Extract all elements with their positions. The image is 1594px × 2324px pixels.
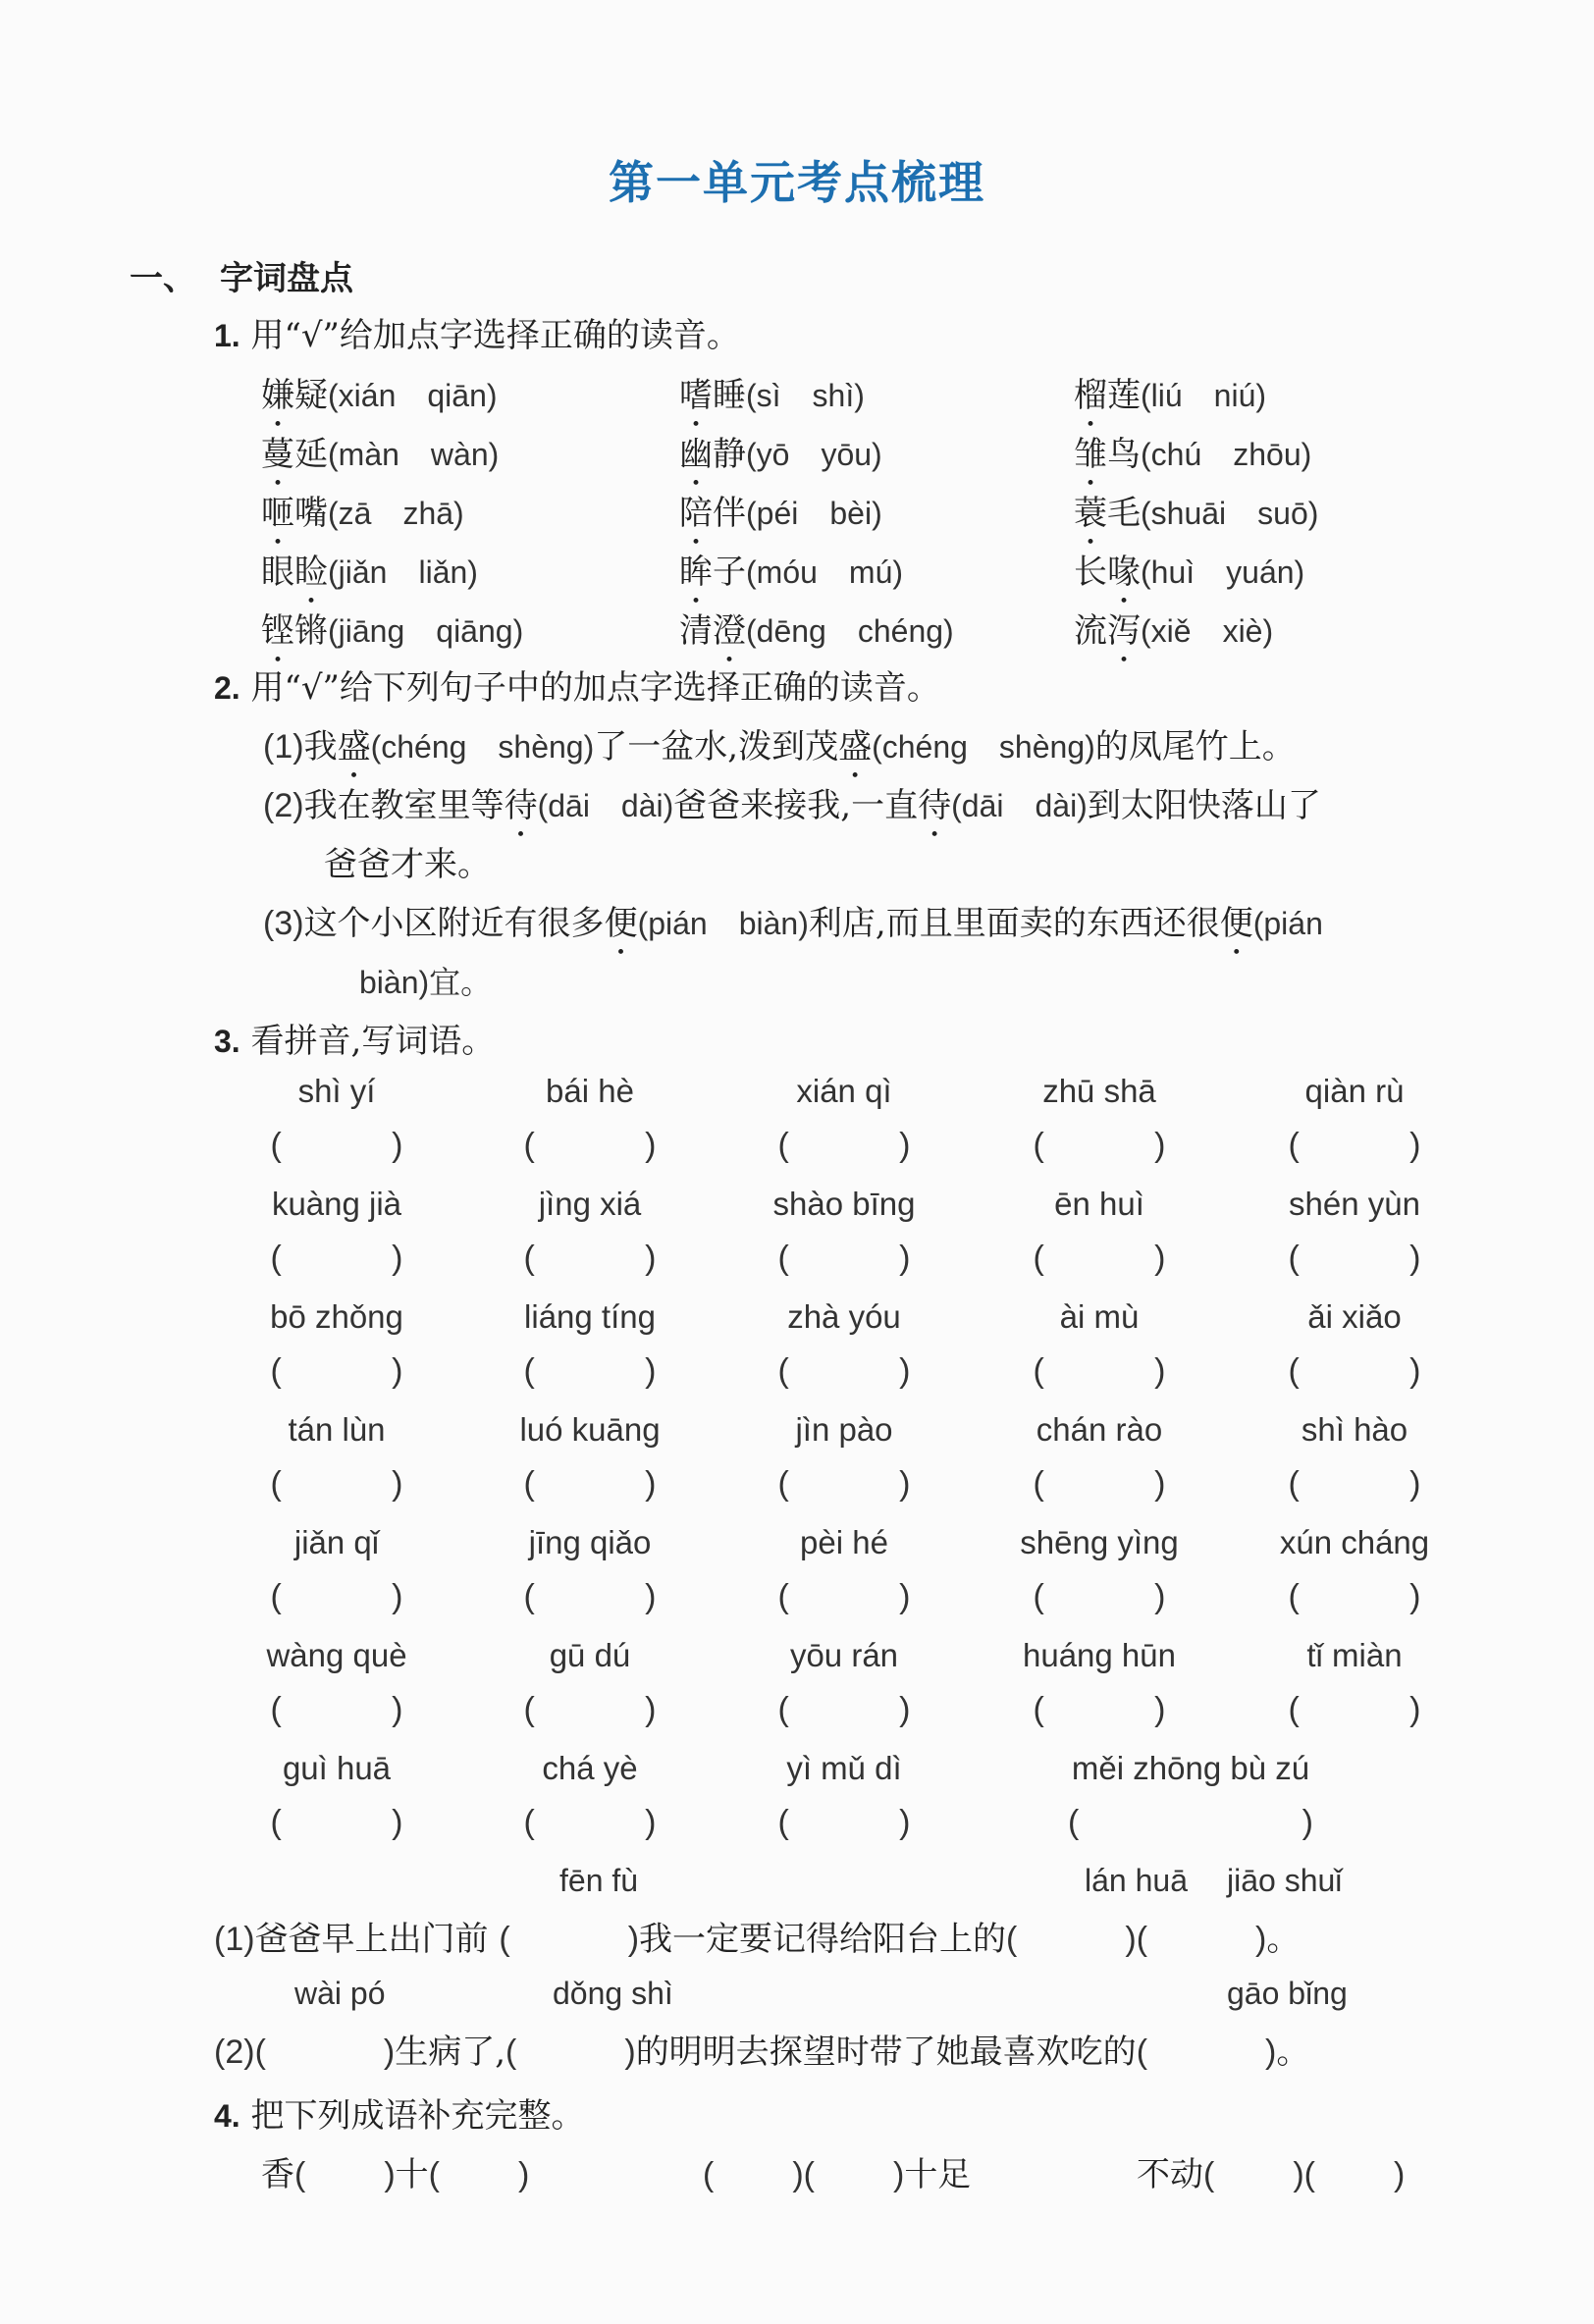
answer-blank[interactable]: ( ) bbox=[777, 1465, 911, 1503]
pinyin-label: wàng què bbox=[266, 1637, 407, 1673]
word-char: 流 bbox=[1074, 611, 1107, 651]
pinyin-options[interactable]: (jiǎn liǎn) bbox=[328, 555, 478, 590]
q1-word-item bbox=[679, 545, 903, 611]
question-number: 2. bbox=[214, 670, 240, 706]
pinyin-label: chá yè bbox=[542, 1750, 638, 1786]
dotted-char: 澄 bbox=[713, 611, 746, 651]
pinyin-label: yì mǔ dì bbox=[786, 1750, 902, 1786]
word-char: 清 bbox=[679, 611, 713, 651]
pinyin-options[interactable]: (liú niú) bbox=[1141, 378, 1267, 413]
word-char: 子 bbox=[713, 553, 746, 592]
pinyin-label: qiàn rù bbox=[1304, 1073, 1405, 1109]
answer-blank[interactable]: ( ) bbox=[270, 1127, 403, 1164]
dotted-char: 盛 bbox=[838, 727, 873, 766]
dotted-char: 泻 bbox=[1107, 611, 1141, 651]
dotted-char: 便 bbox=[604, 904, 638, 943]
fill1-pinyin-2: lán huā bbox=[1085, 1863, 1188, 1898]
pinyin-label: jīng qiǎo bbox=[528, 1524, 652, 1560]
question-4 bbox=[214, 2088, 585, 2137]
pinyin-label: jìng xiá bbox=[538, 1186, 642, 1222]
dotted-char: 铿 bbox=[261, 611, 294, 651]
q1-word-item bbox=[679, 368, 865, 435]
question-text: 用“√”给下列句子中的加点字选择正确的读音。 bbox=[250, 668, 940, 708]
pinyin-options[interactable]: (yō yōu) bbox=[746, 437, 882, 472]
dotted-char: 咂 bbox=[261, 494, 294, 533]
answer-blank[interactable]: ( ) bbox=[777, 1578, 911, 1615]
pinyin-label: shì yí bbox=[297, 1073, 376, 1109]
question-text: 把下列成语补充完整。 bbox=[250, 2096, 585, 2136]
word-char: 长 bbox=[1074, 553, 1107, 592]
question-2 bbox=[214, 660, 940, 709]
pinyin-label: shēng yìng bbox=[1020, 1524, 1179, 1560]
answer-blank[interactable]: ( ) bbox=[1303, 2156, 1406, 2193]
answer-blank[interactable]: ( ) bbox=[523, 1352, 657, 1390]
word-char: 睡 bbox=[713, 376, 746, 415]
answer-blank[interactable]: ( ) bbox=[270, 1691, 403, 1728]
answer-blank[interactable]: ( ) bbox=[294, 2156, 396, 2193]
dotted-char: 蔓 bbox=[261, 435, 294, 474]
q2-sentence-3-continued: biàn)宜。 bbox=[359, 965, 493, 1000]
q1-word-item bbox=[1074, 545, 1304, 611]
answer-blank[interactable]: ( ) bbox=[1033, 1240, 1166, 1277]
pinyin-label: liáng tíng bbox=[524, 1298, 656, 1335]
q1-word-item bbox=[679, 427, 882, 494]
dotted-char: 待 bbox=[918, 786, 952, 825]
pinyin-label: kuàng jià bbox=[271, 1186, 402, 1222]
pinyin-label: bái hè bbox=[546, 1073, 634, 1109]
answer-blank[interactable]: ( ) bbox=[428, 2156, 530, 2193]
pinyin-label: luó kuāng bbox=[519, 1411, 661, 1448]
answer-blank[interactable]: ( ) bbox=[523, 1240, 657, 1277]
dotted-char: 待 bbox=[504, 786, 538, 825]
q1-word-item bbox=[1074, 486, 1318, 553]
question-3 bbox=[214, 1014, 495, 1062]
answer-blank[interactable]: ( ) bbox=[1288, 1240, 1421, 1277]
q1-word-item bbox=[1074, 604, 1273, 670]
pinyin-options[interactable]: (xián qiān) bbox=[328, 378, 498, 413]
pinyin-label: měi zhōng bù zú bbox=[1071, 1750, 1310, 1786]
q1-word-item bbox=[261, 427, 499, 494]
pinyin-options[interactable]: (chéng shèng) bbox=[872, 729, 1095, 765]
pinyin-label: pèi hé bbox=[800, 1524, 888, 1560]
answer-blank[interactable]: ( ) bbox=[270, 1465, 403, 1503]
q1-word-item bbox=[261, 368, 498, 435]
pinyin-label: ǎi xiǎo bbox=[1307, 1298, 1402, 1335]
answer-blank[interactable]: ( ) bbox=[1136, 1921, 1267, 1958]
answer-blank[interactable]: ( ) bbox=[777, 1127, 911, 1164]
dotted-char: 嫌 bbox=[261, 376, 294, 415]
question-text: 用“√”给加点字选择正确的读音。 bbox=[250, 316, 740, 355]
section-heading bbox=[130, 251, 353, 299]
answer-blank[interactable]: ( ) bbox=[1006, 1921, 1137, 1958]
dotted-char: 雏 bbox=[1074, 435, 1107, 474]
word-char: 伴 bbox=[713, 494, 746, 533]
word-char: 毛 bbox=[1107, 494, 1141, 533]
word-char: 静 bbox=[713, 435, 746, 474]
answer-blank[interactable]: ( ) bbox=[254, 2034, 396, 2071]
section-label: 字词盘点 bbox=[220, 259, 353, 298]
answer-blank[interactable]: ( ) bbox=[270, 1240, 403, 1277]
answer-blank[interactable]: ( ) bbox=[270, 1352, 403, 1390]
pinyin-label: shào bīng bbox=[772, 1186, 916, 1222]
pinyin-label: jìn pào bbox=[795, 1411, 893, 1448]
pinyin-options[interactable]: (pián bbox=[1252, 906, 1323, 941]
pinyin-label: ēn huì bbox=[1054, 1186, 1144, 1222]
idiom-1: 香( )十( ) bbox=[261, 2155, 530, 2194]
answer-blank[interactable]: ( ) bbox=[1033, 1578, 1166, 1615]
fill1-pinyin-1: fēn fù bbox=[559, 1863, 639, 1898]
pinyin-options[interactable]: (dāi dài) bbox=[951, 788, 1088, 823]
answer-blank[interactable]: ( ) bbox=[1203, 2156, 1304, 2193]
pinyin-label: zhà yóu bbox=[787, 1298, 901, 1335]
pinyin-options[interactable]: (huì yuán) bbox=[1141, 555, 1305, 590]
q1-word-item bbox=[261, 545, 478, 611]
pinyin-label: shì hào bbox=[1301, 1411, 1408, 1448]
pinyin-label: guì huā bbox=[282, 1750, 392, 1786]
question-number: 4. bbox=[214, 2098, 240, 2134]
answer-blank[interactable]: ( ) bbox=[803, 2156, 905, 2193]
pinyin-label: tǐ miàn bbox=[1306, 1637, 1403, 1673]
word-char: 延 bbox=[294, 435, 328, 474]
question-1 bbox=[214, 308, 740, 356]
answer-blank[interactable]: ( ) bbox=[270, 1578, 403, 1615]
q1-word-item bbox=[1074, 368, 1266, 435]
q2-sentence-2-continued: 爸爸才来。 bbox=[324, 845, 491, 884]
dotted-char: 蓑 bbox=[1074, 494, 1107, 533]
answer-blank[interactable]: ( ) bbox=[1033, 1127, 1166, 1164]
pinyin-label: chán rào bbox=[1036, 1411, 1163, 1448]
answer-blank[interactable]: ( ) bbox=[1033, 1465, 1166, 1503]
question-number: 3. bbox=[214, 1024, 240, 1059]
dotted-char: 便 bbox=[1219, 904, 1253, 943]
answer-blank[interactable]: ( ) bbox=[505, 2034, 636, 2071]
answer-blank[interactable]: ( ) bbox=[523, 1465, 657, 1503]
idiom-3: 不动( )( ) bbox=[1137, 2155, 1406, 2194]
fill1-pinyin-3: jiāo shuǐ bbox=[1227, 1863, 1343, 1898]
word-char: 眼 bbox=[261, 553, 294, 592]
word-char: 鸟 bbox=[1107, 435, 1141, 474]
answer-blank[interactable]: ( ) bbox=[703, 2156, 804, 2193]
pinyin-label: gū dú bbox=[549, 1637, 631, 1673]
fill2-pinyin-3: gāo bǐng bbox=[1227, 1976, 1348, 2011]
word-char: 疑 bbox=[294, 376, 328, 415]
pinyin-options[interactable]: (péi bèi) bbox=[746, 496, 882, 531]
pinyin-label: ài mù bbox=[1059, 1298, 1140, 1335]
answer-blank[interactable]: ( ) bbox=[523, 1804, 657, 1841]
fill2-pinyin-2: dǒng shì bbox=[553, 1976, 673, 2011]
answer-blank[interactable]: ( ) bbox=[270, 1804, 403, 1841]
dotted-char: 睑 bbox=[294, 553, 328, 592]
pinyin-label: xián qì bbox=[796, 1073, 892, 1109]
dotted-char: 榴 bbox=[1074, 376, 1107, 415]
answer-blank[interactable]: ( ) bbox=[777, 1804, 911, 1841]
pinyin-options[interactable]: (dāi dài) bbox=[537, 788, 674, 823]
pinyin-options[interactable]: (sì shì) bbox=[746, 378, 865, 413]
pinyin-options[interactable]: (shuāi suō) bbox=[1141, 496, 1319, 531]
pinyin-label: shén yùn bbox=[1289, 1186, 1420, 1222]
pinyin-options[interactable]: (jiāng qiāng) bbox=[328, 613, 524, 649]
pinyin-options[interactable]: (chéng shèng) bbox=[370, 729, 595, 765]
word-char: 嘴 bbox=[294, 494, 328, 533]
answer-blank[interactable]: ( ) bbox=[1068, 1804, 1313, 1841]
q2-sentence-2: (2)我在教室里等待(dāi dài)爸爸来接我,一直待(dāi dài)到太阳快落山了 bbox=[263, 786, 1321, 825]
pinyin-label: huáng hūn bbox=[1023, 1637, 1176, 1673]
pinyin-label: zhū shā bbox=[1042, 1073, 1156, 1109]
pinyin-options[interactable]: (xiě xiè) bbox=[1141, 613, 1274, 649]
pinyin-label: bō zhǒng bbox=[270, 1298, 403, 1335]
answer-blank[interactable]: ( ) bbox=[499, 1921, 640, 1958]
answer-blank[interactable]: ( ) bbox=[1288, 1352, 1421, 1390]
answer-blank[interactable]: ( ) bbox=[777, 1352, 911, 1390]
pinyin-options[interactable]: (màn wàn) bbox=[328, 437, 500, 472]
q1-word-item bbox=[1074, 427, 1311, 494]
answer-blank[interactable]: ( ) bbox=[1288, 1127, 1421, 1164]
dotted-char: 眸 bbox=[679, 553, 713, 592]
section-number: 一、 bbox=[130, 259, 196, 298]
answer-blank[interactable]: ( ) bbox=[1136, 2034, 1277, 2071]
pinyin-options[interactable]: (zā zhā) bbox=[328, 496, 464, 531]
q1-word-item bbox=[679, 486, 882, 553]
page-title: 第一单元考点梳理 bbox=[609, 156, 985, 209]
q2-sentence-3: (3)这个小区附近有很多便(pián biàn)利店,而且里面卖的东西还很便(pián bbox=[263, 904, 1323, 943]
dotted-char: 嗜 bbox=[679, 376, 713, 415]
answer-blank[interactable]: ( ) bbox=[523, 1578, 657, 1615]
fill2-pinyin-1: wài pó bbox=[294, 1976, 386, 2011]
dotted-char: 陪 bbox=[679, 494, 713, 533]
answer-blank[interactable]: ( ) bbox=[777, 1691, 911, 1728]
q2-sentence-1: (1)我盛(chéng shèng)了一盆水,泼到茂盛(chéng shèng)的凤尾竹上。 bbox=[263, 727, 1296, 766]
pinyin-label: yōu rán bbox=[789, 1637, 899, 1673]
answer-blank[interactable]: ( ) bbox=[1288, 1578, 1421, 1615]
question-number: 1. bbox=[214, 318, 240, 353]
question-text: 看拼音,写词语。 bbox=[250, 1022, 496, 1061]
pinyin-options[interactable]: (móu mú) bbox=[746, 555, 904, 590]
answer-blank[interactable]: ( ) bbox=[777, 1240, 911, 1277]
pinyin-label: xún cháng bbox=[1279, 1524, 1430, 1560]
dotted-char: 喙 bbox=[1107, 553, 1141, 592]
dotted-char: 幽 bbox=[679, 435, 713, 474]
answer-blank[interactable]: ( ) bbox=[523, 1127, 657, 1164]
answer-blank[interactable]: ( ) bbox=[1033, 1352, 1166, 1390]
fill-sentence-1: (1)爸爸早上出门前 ( )我一定要记得给阳台上的( )( )。 bbox=[214, 1920, 1301, 1959]
q1-word-item bbox=[261, 486, 464, 553]
pinyin-label: tán lùn bbox=[288, 1411, 386, 1448]
answer-blank[interactable]: ( ) bbox=[1033, 1691, 1166, 1728]
fill-sentence-2: (2)( )生病了,( )的明明去探望时带了她最喜欢吃的( )。 bbox=[214, 2033, 1310, 2072]
word-char: 锵 bbox=[294, 611, 328, 651]
dotted-char: 盛 bbox=[337, 727, 371, 766]
pinyin-options[interactable]: (chú zhōu) bbox=[1141, 437, 1312, 472]
pinyin-options[interactable]: (dēng chéng) bbox=[746, 613, 954, 649]
answer-blank[interactable]: ( ) bbox=[1288, 1691, 1421, 1728]
pinyin-options[interactable]: (pián biàn) bbox=[637, 906, 809, 941]
pinyin-label: jiǎn qǐ bbox=[293, 1524, 380, 1560]
answer-blank[interactable]: ( ) bbox=[523, 1691, 657, 1728]
idiom-2: ( )( )十足 bbox=[703, 2155, 972, 2194]
word-char: 莲 bbox=[1107, 376, 1141, 415]
answer-blank[interactable]: ( ) bbox=[1288, 1465, 1421, 1503]
